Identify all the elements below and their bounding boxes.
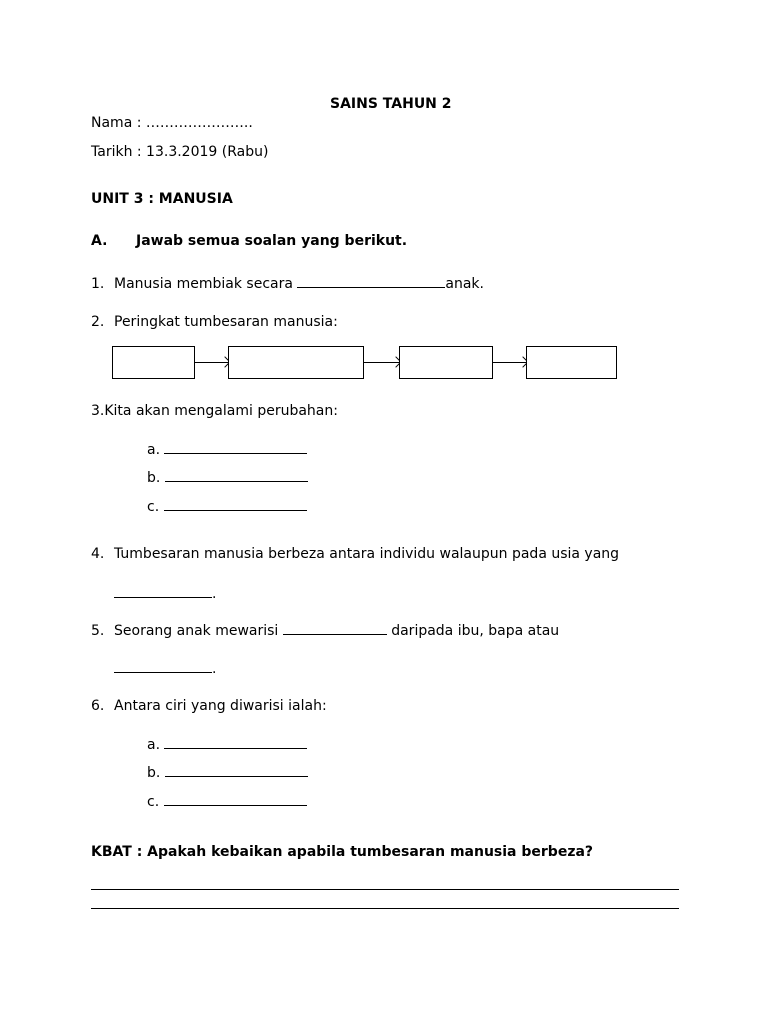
question-1-blank[interactable] [297, 275, 445, 288]
question-1-number: 1. [91, 276, 105, 292]
question-5 [114, 622, 559, 640]
option-label: c. [147, 499, 160, 515]
growth-stage-box-2[interactable] [228, 346, 364, 379]
question-3-blank-b[interactable] [165, 469, 308, 482]
question-6-text: Antara ciri yang diwarisi ialah: [114, 698, 327, 714]
arrow-icon [493, 362, 526, 363]
growth-stage-box-3[interactable] [399, 346, 493, 379]
question-5-blank[interactable] [283, 622, 387, 635]
question-1-text: Manusia membiak secara [114, 276, 293, 292]
kbat-answer-line-1[interactable] [91, 889, 679, 890]
question-6-number: 6. [91, 698, 105, 714]
kbat-answer-line-2[interactable] [91, 908, 679, 909]
question-4-text: Tumbesaran manusia berbeza antara individu walaupun pada usia yang [114, 546, 620, 562]
question-6-option-a [147, 736, 307, 754]
arrow-icon [195, 362, 228, 363]
question-5-blank-2[interactable] [114, 660, 212, 673]
question-5-text: Seorang anak mewarisi [114, 623, 279, 639]
question-4-period: . [212, 586, 217, 602]
question-3-text: 3.Kita akan mengalami perubahan: [91, 403, 338, 419]
question-2-number: 2. [91, 314, 105, 330]
question-6-blank-a[interactable] [164, 736, 307, 749]
option-label: c. [147, 794, 160, 810]
question-3-option-b [147, 469, 308, 487]
question-4-blank[interactable] [114, 585, 212, 598]
question-2-text: Peringkat tumbesaran manusia: [114, 314, 338, 330]
option-label: b. [147, 765, 161, 781]
question-6-option-b [147, 764, 308, 782]
question-5-answer [114, 660, 216, 678]
growth-stage-box-4[interactable] [526, 346, 617, 379]
growth-stage-box-1[interactable] [112, 346, 195, 379]
question-5-period: . [212, 661, 217, 677]
question-3-option-c [147, 498, 307, 516]
question-6-blank-b[interactable] [165, 764, 308, 777]
kbat-question: KBAT : Apakah kebaikan apabila tumbesaran manusia berbeza? [91, 844, 594, 860]
section-instruction: Jawab semua soalan yang berikut. [136, 233, 408, 249]
question-5-suffix: daripada ibu, bapa atau [391, 623, 560, 639]
section-letter: A. [91, 233, 108, 249]
question-3-blank-a[interactable] [164, 441, 307, 454]
question-1-suffix: anak. [445, 276, 484, 292]
option-label: b. [147, 470, 161, 486]
option-label: a. [147, 737, 161, 753]
question-6-option-c [147, 793, 307, 811]
date-line: Tarikh : 13.3.2019 (Rabu) [91, 144, 269, 160]
name-field: Nama : ………………….. [91, 115, 253, 131]
question-1 [114, 275, 484, 293]
question-3-option-a [147, 441, 307, 459]
question-3-blank-c[interactable] [164, 498, 307, 511]
page-title: SAINS TAHUN 2 [330, 96, 452, 112]
question-4-answer [114, 585, 216, 603]
question-5-number: 5. [91, 623, 105, 639]
question-4-number: 4. [91, 546, 105, 562]
unit-heading: UNIT 3 : MANUSIA [91, 191, 233, 207]
option-label: a. [147, 442, 161, 458]
question-6-blank-c[interactable] [164, 793, 307, 806]
arrow-icon [364, 362, 399, 363]
